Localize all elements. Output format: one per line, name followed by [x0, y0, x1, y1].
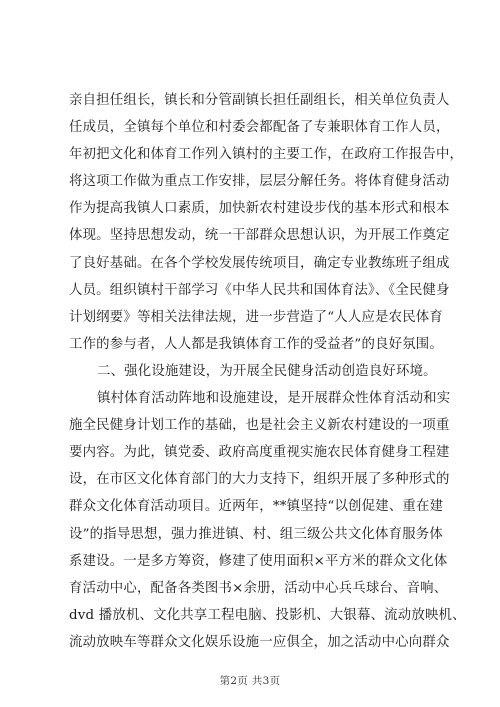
text-line: 年初把文化和体育工作列入镇村的主要工作，在政府工作报告中， [69, 147, 464, 163]
text-line: 任成员，全镇每个单位和村委会都配备了专兼职体育工作人员， [69, 120, 450, 136]
text-line: dvd 播放机、文化共享工程电脑、投影机、大银幕、流动放映机、 [69, 607, 466, 623]
page-number-footer: 第2页 共3页 [219, 675, 281, 687]
text-line: 要内容。为此，镇党委、政府高度重视实施农民体育健身工程建 [69, 445, 450, 461]
text-line: 工作的参与者，人人都是我镇体育工作的受益者”的良好氛围。 [69, 336, 443, 352]
text-line: 设”的指导思想，强力推进镇、村、组三级公共文化体育服务体 [69, 526, 443, 542]
text-line: 计划纲要》等相关法律法规，进一步营造了“人人应是农民体育 [69, 309, 443, 325]
text-line: 人员。组织镇村干部学习《中华人民共和国体育法》、《全民健身 [69, 282, 450, 298]
text-line: 亲自担任组长，镇长和分管副镇长担任副组长，相关单位负责人 [69, 93, 450, 108]
document-body [69, 87, 466, 656]
text-line: 系建设。一是多方筹资，修建了使用面积×平方米的群众文化体 [69, 553, 448, 569]
text-line: 镇村体育活动阵地和设施建设，是开展群众性体育活动和实 [97, 391, 451, 407]
text-line: 育活动中心，配备各类图书×余册，活动中心兵乓球台、音响、 [69, 580, 448, 596]
text-line: 二、强化设施建设，为开展全民健身活动创造良好环境。 [97, 363, 437, 379]
text-line: 设，在市区文化体育部门的大力支持下，组织开展了多种形式的 [69, 472, 450, 488]
text-line: 了良好基础。在各个学校发展传统项目，确定专业教练班子组成 [69, 255, 450, 271]
text-line: 体现。坚持思想发动，统一干部群众思想认识，为开展工作奠定 [69, 228, 450, 244]
text-line: 将这项工作做为重点工作安排，层层分解任务。将体育健身活动 [69, 174, 450, 190]
text-line: 施全民健身计划工作的基础，也是社会主义新农村建设的一项重 [69, 418, 450, 434]
text-line: 作为提高我镇人口素质，加快新农村建设步伐的基本形式和根本 [69, 201, 450, 217]
text-line: 流动放映车等群众文化娱乐设施一应俱全，加之活动中心向群众 [69, 634, 450, 650]
text-line: 群众文化体育活动项目。近两年，**镇坚持“以创促建、重在建 [69, 499, 444, 515]
